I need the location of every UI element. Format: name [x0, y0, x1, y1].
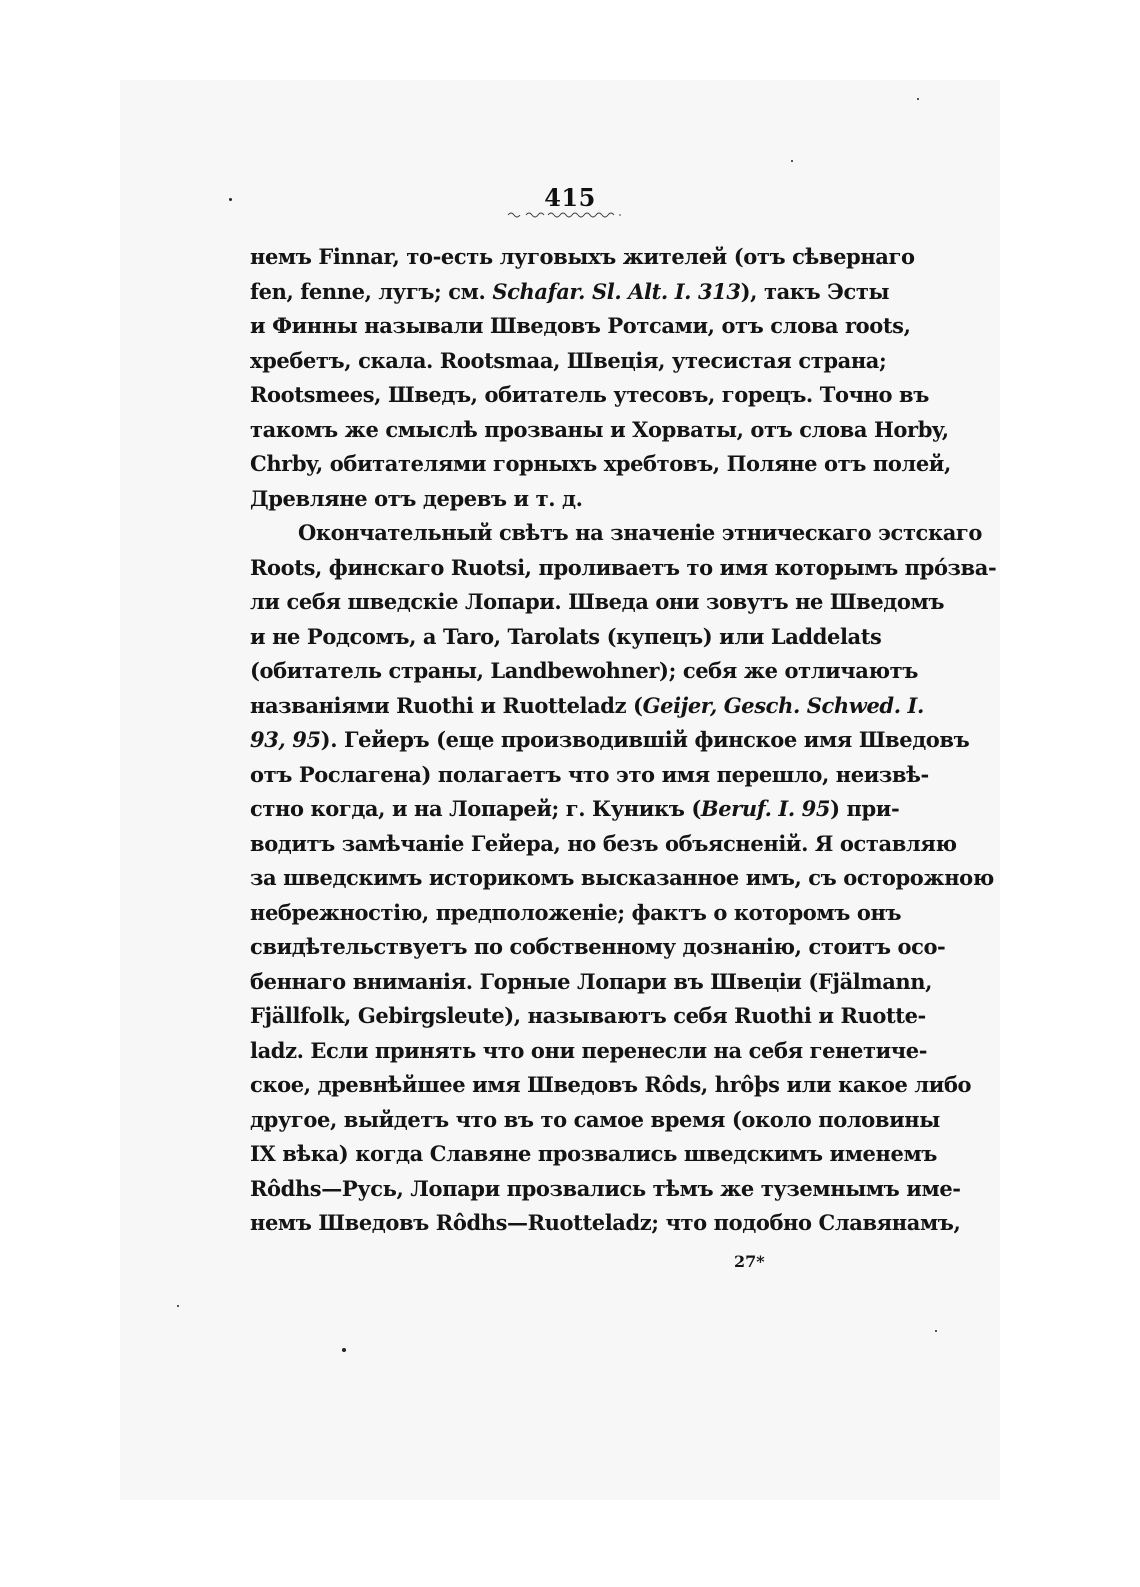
text-line: Fjällfolk, Gebirgsleute), называютъ себя Ruothi и Ruotte-	[250, 1003, 926, 1028]
decorative-wavy-rule	[508, 210, 623, 218]
text-line: свидѣтельствуетъ по собственному дознанію, стоитъ осо-	[250, 934, 946, 959]
text-line: ladz. Если принять что они перенесли на себя генетиче-	[250, 1037, 928, 1063]
citation-italic: Beruf. I. 95	[700, 796, 831, 821]
text-line: немъ Шведовъ Rôdhs—Ruotteladz; что подобно Славянамъ,	[250, 1210, 961, 1235]
text-line: небрежностію, предположеніе; фактъ о которомъ онъ	[250, 899, 902, 925]
text-line: Окончательный свѣтъ на значеніе этническаго эстскаго	[298, 520, 982, 545]
text-line: (обитатель страны, Landbewohner); себя же отличаютъ	[250, 658, 918, 683]
text-line: названіями Ruothi и Ruotteladz (Geijer, Gesch. Schwed. I.	[250, 692, 924, 718]
citation-italic: Schafar. Sl. Alt. I. 313	[492, 278, 741, 304]
text-line: водитъ замѣчаніе Гейера, но безъ объясненій. Я оставляю	[250, 830, 957, 856]
scan-speck	[342, 1348, 346, 1352]
text-line: Rôdhs—Русь, Лопари прозвались тѣмъ же туземнымъ име-	[250, 1175, 961, 1201]
signature-mark: 27*	[734, 1252, 765, 1271]
text-line: такомъ же смыслѣ прозваны и Хорваты, отъ слова Horby,	[250, 416, 949, 442]
page-number: 415	[544, 183, 596, 212]
citation-italic: 93, 95	[250, 727, 321, 752]
citation-italic: Geijer, Gesch. Schwed. I.	[642, 692, 924, 718]
text-line: Древляне отъ деревъ и т. д.	[250, 485, 583, 511]
scan-speck	[917, 98, 919, 100]
scan-speck	[229, 198, 232, 201]
text-line: IX вѣка) когда Славяне прозвались шведскимъ именемъ	[250, 1141, 937, 1166]
text-line: и Финны называли Шведовъ Ротсами, отъ слова roots,	[250, 313, 911, 338]
body-text	[250, 240, 997, 1241]
text-line: Chrby, обитателями горныхъ хребтовъ, Поляне отъ полей,	[250, 451, 951, 476]
text-line: немъ Finnar, то-есть луговыхъ жителей (отъ сѣвернаго	[250, 244, 915, 269]
text-line: 93, 95). Гейеръ (еще производившій финское имя Шведовъ	[250, 727, 970, 752]
text-line: Roots, финскаго Ruotsi, проливаетъ то имя которымъ прóзва-	[250, 554, 997, 580]
text-line: ское, древнѣйшее имя Шведовъ Rôds, hrôþs или какое либо	[250, 1072, 972, 1097]
text-line: хребетъ, скала. Rootsmaa, Швеція, утесистая страна;	[250, 347, 887, 373]
text-line: ли себя шведскіе Лопари. Шведа они зовутъ не Шведомъ	[250, 589, 945, 614]
scan-speck	[177, 1305, 179, 1307]
text-line: беннаго вниманія. Горные Лопари въ Швеціи (Fjälmann,	[250, 968, 933, 994]
text-line: за шведскимъ историкомъ высказанное имъ, съ осторожною	[250, 865, 994, 890]
text-line: отъ Рослагена) полагаетъ что это имя перешло, неизвѣ-	[250, 761, 929, 787]
text-line: другое, выйдетъ что въ то самое время (около половины	[250, 1106, 940, 1132]
text-line: Rootsmees, Шведъ, обитатель утесовъ, горецъ. Точно въ	[250, 382, 929, 407]
scan-speck	[791, 160, 793, 162]
text-line: стно когда, и на Лопарей; г. Куникъ (Beruf. I. 95) при-	[250, 796, 900, 821]
text-line: и не Родсомъ, а Taro, Tarolats (купецъ) или Laddelats	[250, 623, 882, 649]
scan-speck	[935, 1330, 937, 1332]
text-line: fen, fenne, лугъ; см. Schafar. Sl. Alt. I. 313), такъ Эсты	[250, 278, 890, 304]
